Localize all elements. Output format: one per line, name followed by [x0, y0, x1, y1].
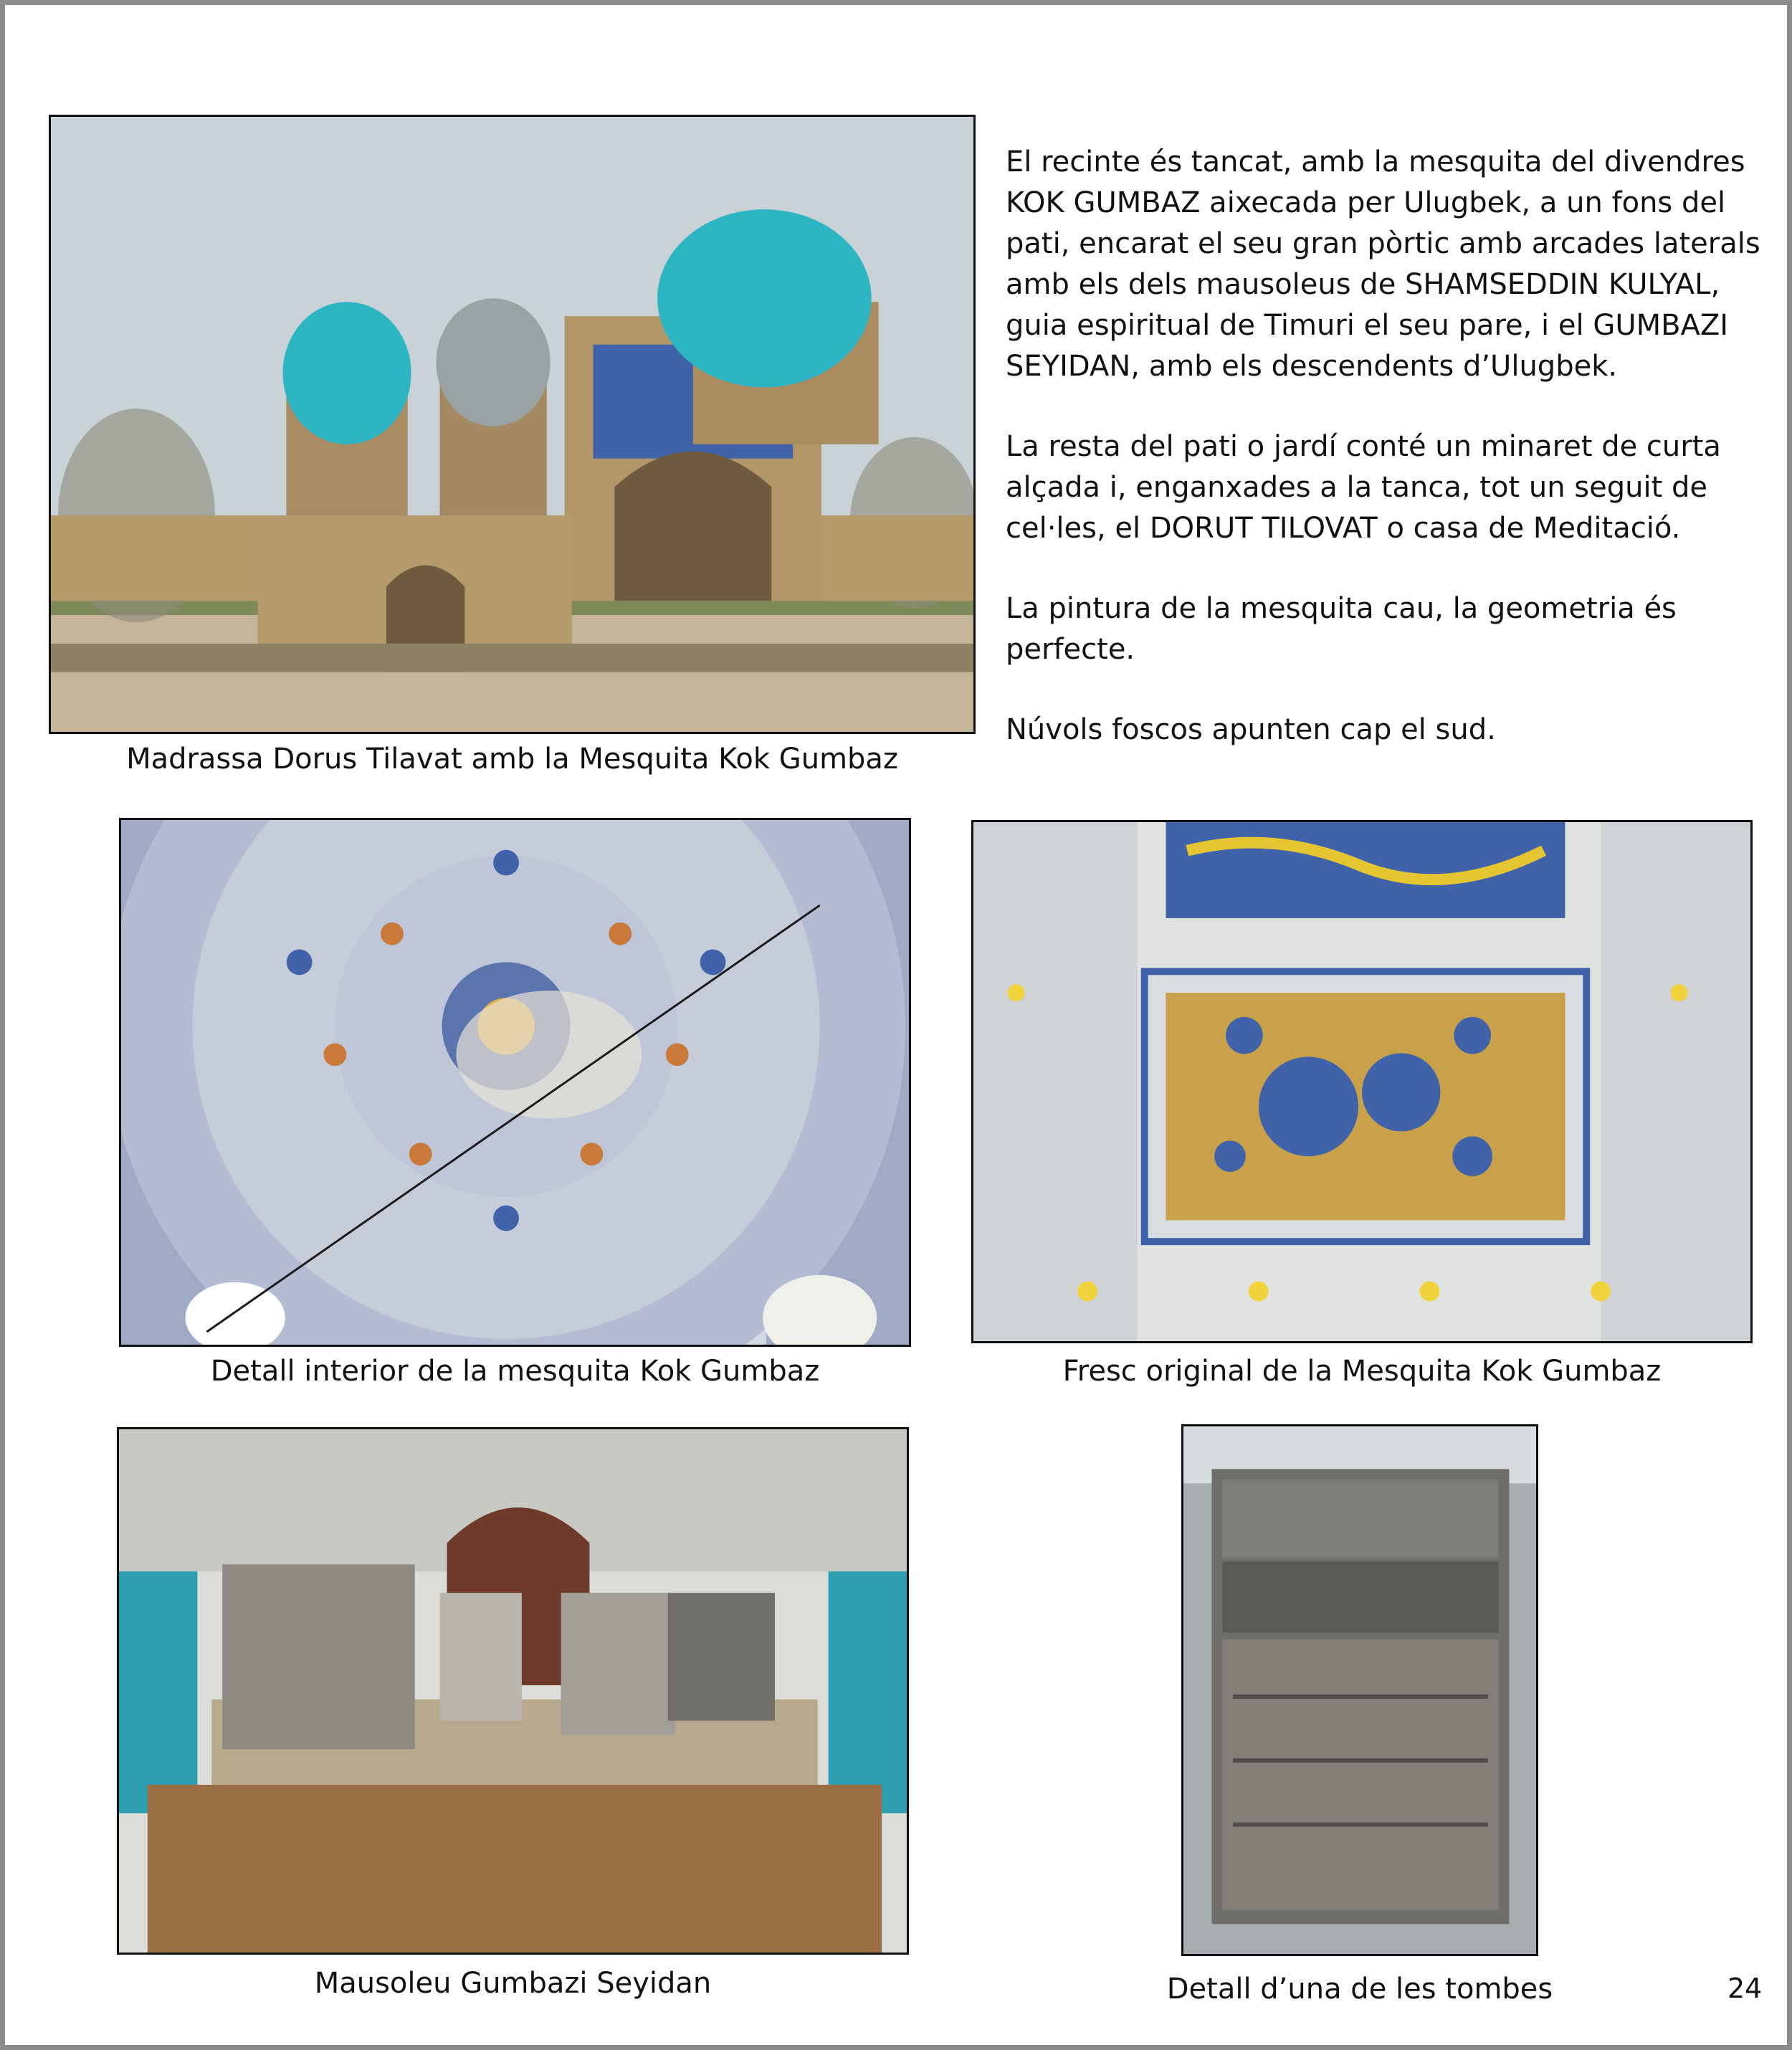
paragraph-4: Núvols foscos apunten cap el sud.: [1006, 713, 1496, 746]
photo-madrassa-mosque: [49, 115, 976, 734]
caption-photo-3: Fresc original de la Mesquita Kok Gumbaz: [1062, 1355, 1662, 1388]
paragraph-3: La pintura de la mesquita cau, la geometria és perfecte.: [1006, 592, 1677, 666]
paragraph-1: El recinte és tancat, amb la mesquita del divendres KOK GUMBAZ aixecada per Ulugbek, a un fons del pati, encarat el seu gran pòrtic amb arcades laterals amb els dels mausoleus de SHAMSEDDIN KULYAL, guia espiritual de Timuri el seu pare, i el GUMBAZI SEYIDAN, amb els descendents d’Ulugbek.: [1006, 146, 1760, 383]
page-number: 24: [1727, 1973, 1763, 2004]
caption-photo-5: Detall d’una de les tombes: [1166, 1973, 1553, 2006]
paragraph-2: La resta del pati o jardí conté un minaret de curta alçada i, enganxades a la tanca, tot un seguit de cel·les, el DORUT TILOVAT o casa de Meditació.: [1006, 430, 1721, 545]
photo-fresco: [971, 820, 1753, 1343]
photo-mausoleum: [117, 1427, 909, 1955]
photo-tomb-detail: [1181, 1424, 1538, 1956]
caption-photo-2: Detall interior de la mesquita Kok Gumbaz: [210, 1355, 820, 1388]
body-text: [1006, 142, 1765, 790]
caption-photo-1: Madrassa Dorus Tilavat amb la Mesquita Kok Gumbaz: [126, 743, 898, 776]
photo-dome-interior: [119, 818, 911, 1347]
caption-photo-4: Mausoleu Gumbazi Seyidan: [314, 1967, 712, 2000]
